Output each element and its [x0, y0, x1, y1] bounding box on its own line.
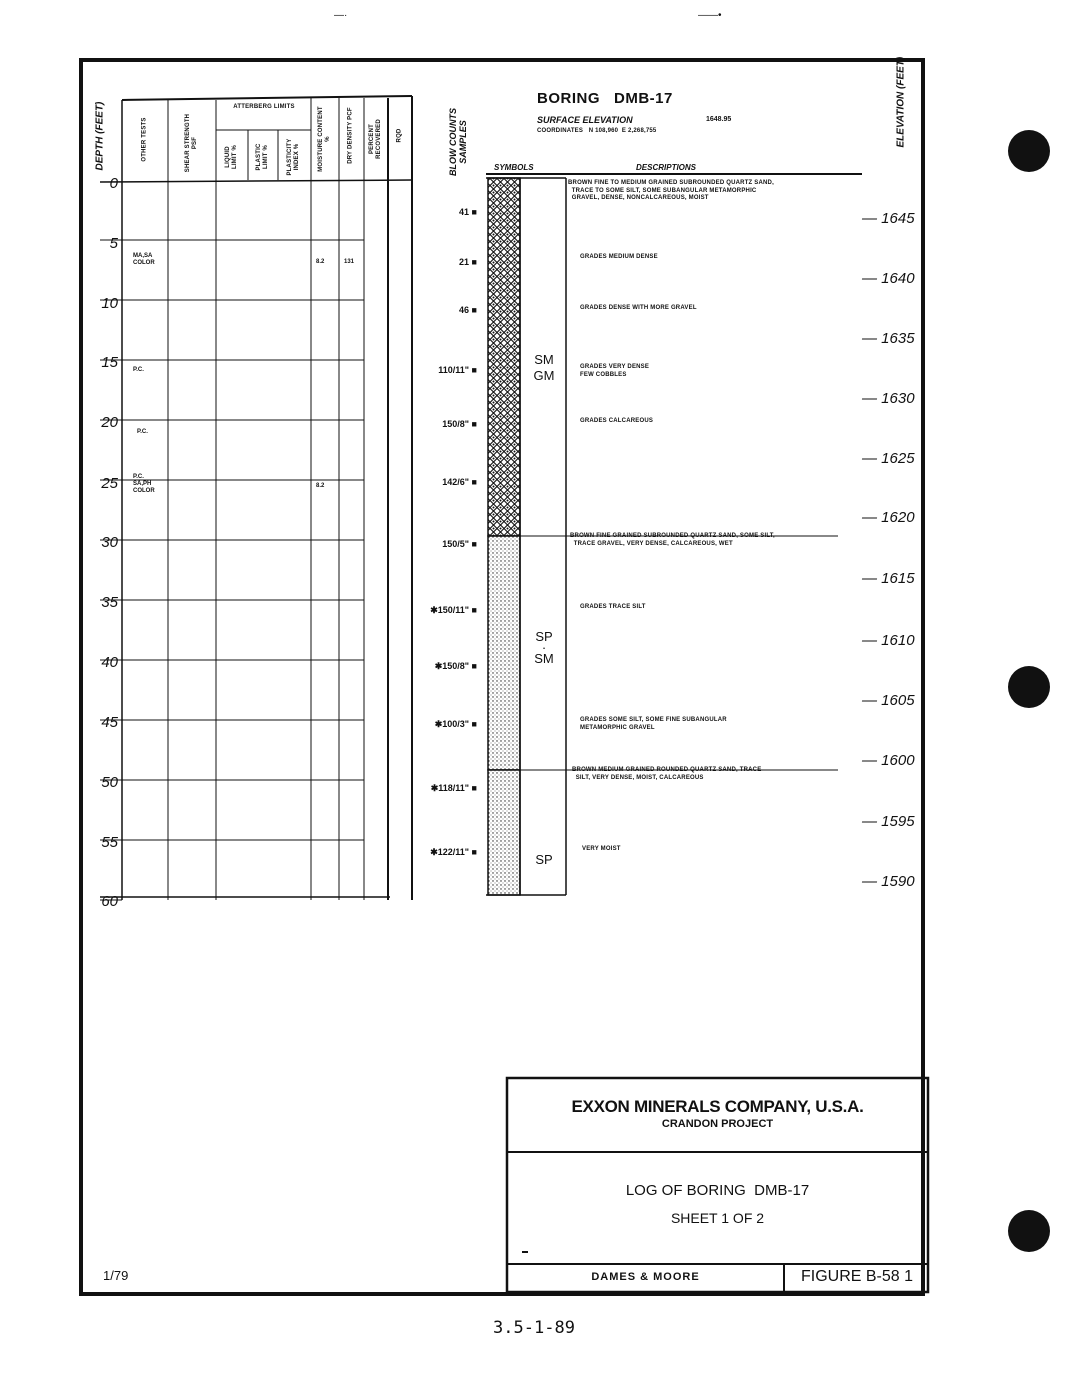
elevation-label: — 1625: [862, 450, 915, 467]
blow-count: ✱118/11" ■: [430, 783, 477, 793]
blow-count: ✱100/3" ■: [434, 719, 477, 729]
elevation-label: — 1635: [862, 330, 915, 347]
blow-counts-header: BLOW COUNTS SAMPLES: [448, 108, 468, 176]
soil-description: BROWN FINE TO MEDIUM GRAINED SUBROUNDED QUARTZ SAND, TRACE TO SOME SILT, SOME SUBANGULAR METAMORPHIC GRAVEL, DENSE, NONCALCAREOUS, MOIST: [568, 180, 774, 201]
depth-label: 50: [101, 774, 118, 791]
surface-elevation-label: SURFACE ELEVATION: [537, 115, 633, 125]
top-mark-right: ——•: [698, 10, 722, 21]
sheet-number: SHEET 1 OF 2: [670, 1210, 765, 1226]
depth-label: 40: [101, 654, 118, 671]
test-table: [100, 96, 412, 900]
soil-unit-label: SM GM: [533, 352, 555, 383]
col-plasticity-index: PLASTICITY INDEX %: [287, 138, 300, 176]
other-tests-cell: MA,SA COLOR: [133, 253, 155, 266]
firm-name: DAMES & MOORE: [591, 1271, 700, 1283]
elevation-label: — 1630: [862, 390, 915, 407]
soil-description: GRADES MEDIUM DENSE: [580, 254, 658, 260]
coordinates: COORDINATES N 108,960 E 2,268,755: [537, 128, 657, 134]
depth-label: 0: [109, 175, 118, 192]
soil-description: GRADES SOME SILT, SOME FINE SUBANGULAR METAMORPHIC GRAVEL: [580, 717, 727, 731]
project-name: CRANDON PROJECT: [661, 1118, 774, 1130]
depth-label: 10: [101, 295, 118, 312]
col-liquid-limit: LIQUID LIMIT %: [225, 144, 238, 170]
descriptions-header: DESCRIPTIONS: [636, 163, 697, 172]
moisture-content-value: 8.2: [316, 483, 325, 489]
depth-label: 35: [101, 594, 118, 611]
elevation-label: — 1600: [862, 752, 915, 769]
elevation-label: — 1645: [862, 210, 915, 227]
blow-count: ✱122/11" ■: [430, 847, 477, 857]
soil-description: GRADES CALCAREOUS: [580, 418, 654, 424]
dry-density-value: 131: [344, 259, 355, 265]
depth-label: 15: [101, 354, 118, 371]
blow-count: 21 ■: [459, 257, 477, 267]
soil-description: GRADES VERY DENSE FEW COBBLES: [580, 364, 650, 378]
soil-description: GRADES TRACE SILT: [580, 604, 646, 610]
elevation-axis-title: ELEVATION (FEET): [895, 56, 907, 148]
soil-unit-label: SP: [535, 852, 553, 867]
figure-number: FIGURE B-58 1: [800, 1268, 914, 1285]
col-other-tests: OTHER TESTS: [141, 117, 148, 162]
date-code: 1/79: [103, 1268, 129, 1283]
depth-label: 60: [101, 893, 118, 910]
blow-count: ✱150/11" ■: [430, 605, 477, 615]
soil-description: BROWN MEDIUM GRAINED ROUNDED QUARTZ SAND, TRACE SILT, VERY DENSE, MOIST, CALCAREOUS: [572, 767, 762, 781]
col-shear-strength: SHEAR STRENGTH PSF: [185, 113, 198, 173]
elevation-label: — 1615: [862, 570, 915, 587]
blow-count: 150/5" ■: [442, 539, 477, 549]
depth-label: 25: [101, 475, 118, 492]
stratum-sand-sp: [488, 770, 520, 895]
elevation-label: — 1590: [862, 873, 915, 890]
blow-count: 142/6" ■: [442, 477, 477, 487]
stratum-gravel-sm-gm: [488, 178, 520, 536]
log-title: LOG OF BORING DMB-17: [625, 1182, 810, 1199]
col-rqd: RQD: [396, 128, 403, 143]
top-mark-left: —·: [334, 10, 348, 21]
elevation-label: — 1640: [862, 270, 915, 287]
elevation-label: — 1620: [862, 509, 915, 526]
soil-description: GRADES DENSE WITH MORE GRAVEL: [580, 305, 697, 311]
depth-label: 55: [101, 834, 118, 851]
depth-label: 45: [101, 714, 118, 731]
blow-count: 150/8" ■: [442, 419, 477, 429]
depth-label: 30: [101, 534, 118, 551]
soil-description: VERY MOIST: [582, 846, 621, 852]
symbols-header: SYMBOLS: [494, 163, 534, 172]
boring-title: BORING DMB-17: [537, 90, 673, 107]
col-moisture-content: MOISTURE CONTENT %: [318, 106, 331, 172]
company-name: EXXON MINERALS COMPANY, U.S.A.: [571, 1097, 864, 1116]
soil-unit-label: SP · SM: [534, 629, 554, 666]
blow-count: 110/11" ■: [438, 365, 477, 375]
col-dry-density: DRY DENSITY PCF: [347, 107, 354, 164]
depth-label: 5: [109, 235, 118, 252]
blow-count: 46 ■: [459, 305, 477, 315]
soil-description: BROWN FINE GRAINED SUBROUNDED QUARTZ SAND, SOME SILT, TRACE GRAVEL, VERY DENSE, CALCAREOUS, WET: [570, 533, 775, 547]
blow-count: 41 ■: [459, 207, 477, 217]
page-number: 3.5-1-89: [493, 1318, 575, 1338]
col-plastic-limit: PLASTIC LIMIT %: [256, 143, 269, 171]
other-tests-cell: P.C.: [133, 367, 144, 373]
other-tests-cell: P.C.: [137, 429, 148, 435]
surface-elevation-value: 1648.95: [706, 116, 732, 123]
moisture-content-value: 8.2: [316, 259, 325, 265]
elevation-label: — 1595: [862, 813, 915, 830]
elevation-label: — 1605: [862, 692, 915, 709]
blow-count: ✱150/8" ■: [434, 661, 477, 671]
col-percent-recovered: PERCENT RECOVERED: [369, 119, 382, 159]
other-tests-cell: P.C. SA,PH COLOR: [133, 474, 155, 494]
depth-gridlines: [100, 240, 390, 900]
depth-axis-title: DEPTH (FEET): [94, 101, 106, 171]
depth-label: 20: [101, 414, 118, 431]
stratum-sand-sp-sm: [488, 536, 520, 770]
col-atterberg-limits: ATTERBERG LIMITS: [233, 104, 295, 110]
elevation-label: — 1610: [862, 632, 915, 649]
